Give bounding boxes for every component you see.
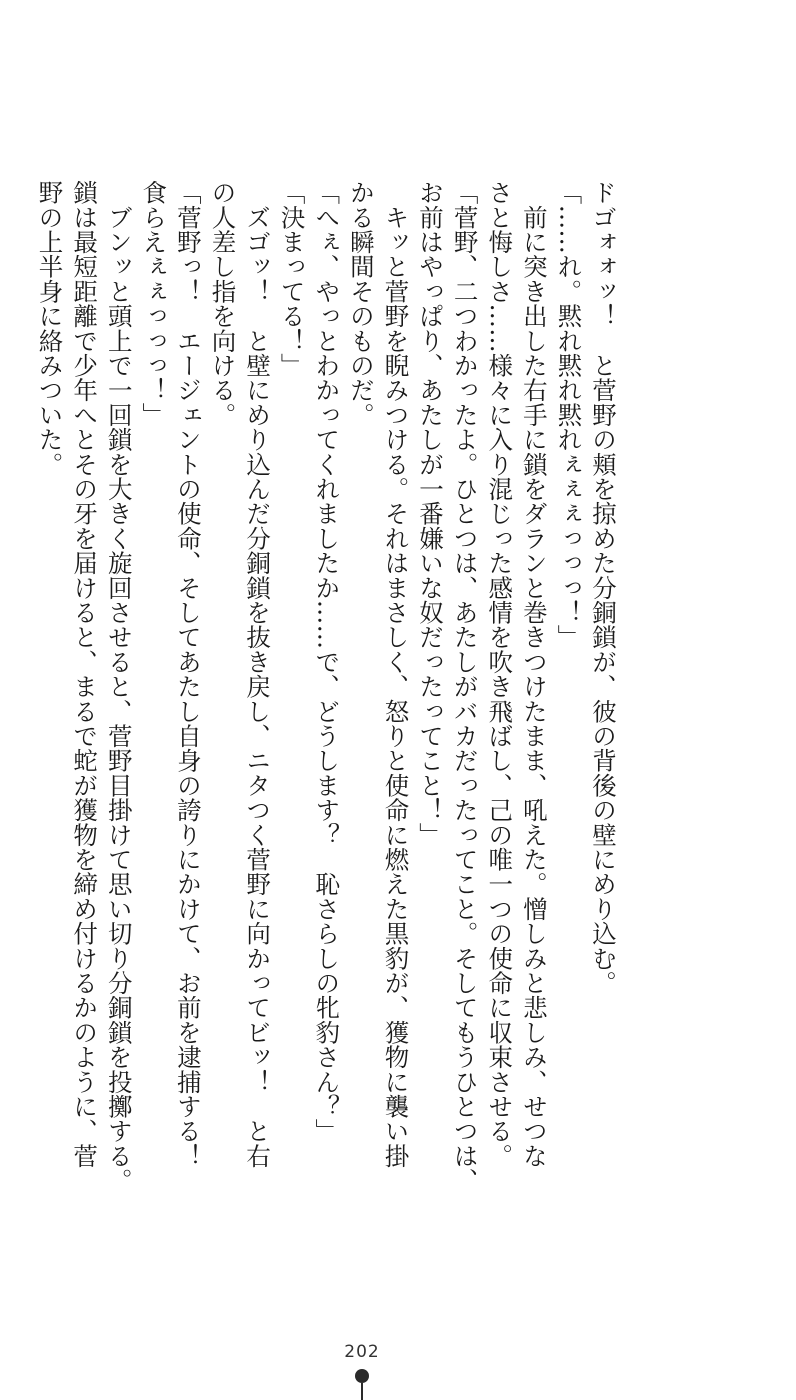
text-line: 「へぇ、やっとわかってくれましたか……で、どうします？ 恥さらしの牝豹さん？」 (312, 180, 342, 1144)
text-line: 前に突き出した右手に鎖をダランと巻きつけたまま、吼えた。憎しみと悲しみ、せつな (519, 180, 549, 1168)
text-line: ズゴッ！ と壁にめり込んだ分銅鎖を抜き戻し、ニタつく菅野に向かってビッ！ と右 (243, 180, 273, 1169)
text-line: 野の上半身に絡みついた。 (35, 180, 65, 477)
novel-text-body (32, 180, 620, 1330)
text-line: 「菅野っ！ エージェントの使命、そしてあたし自身の誇りにかけて、お前を逮捕する！ (173, 180, 203, 1168)
text-line: の人差し指を向ける。 (208, 180, 238, 427)
page-marker-dot (355, 1369, 369, 1383)
text-line: 食らえぇぇっっっ！」 (139, 180, 169, 427)
page-number: 202 (344, 1342, 380, 1362)
text-line: 「菅野、二つわかったよ。ひとつは、あたしがバカだったってこと。そしてもうひとつは、 (450, 180, 480, 1193)
text-line: ドゴォォッ！ と菅野の頬を掠めた分銅鎖が、彼の背後の壁にめり込む。 (589, 180, 618, 996)
text-line: さと悔しさ……様々に入り混じった感情を吹き飛ばし、己の唯一つの使命に収束させる。 (485, 180, 515, 1168)
text-line: お前はやっぱり、あたしが一番嫌いな奴だったってこと！」 (416, 180, 446, 847)
text-line: 「……れ。黙れ黙れ黙れぇぇぇっっっ！」 (554, 180, 584, 650)
text-line: かる瞬間そのものだ。 (346, 180, 376, 427)
page-marker-line (361, 1383, 363, 1400)
text-line: キッと菅野を睨みつける。それはまさしく、怒りと使命に燃えた黒豹が、獲物に襲い掛 (381, 180, 411, 1169)
text-line: 鎖は最短距離で少年へとその牙を届けると、まるで蛇が獲物を締め付けるかのように、菅 (70, 180, 100, 1169)
text-line: 「決まってる！」 (277, 180, 307, 378)
text-line: ブンッと頭上で一回鎖を大きく旋回させると、菅野目掛けて思い切り分銅鎖を投擲する。 (104, 180, 134, 1193)
